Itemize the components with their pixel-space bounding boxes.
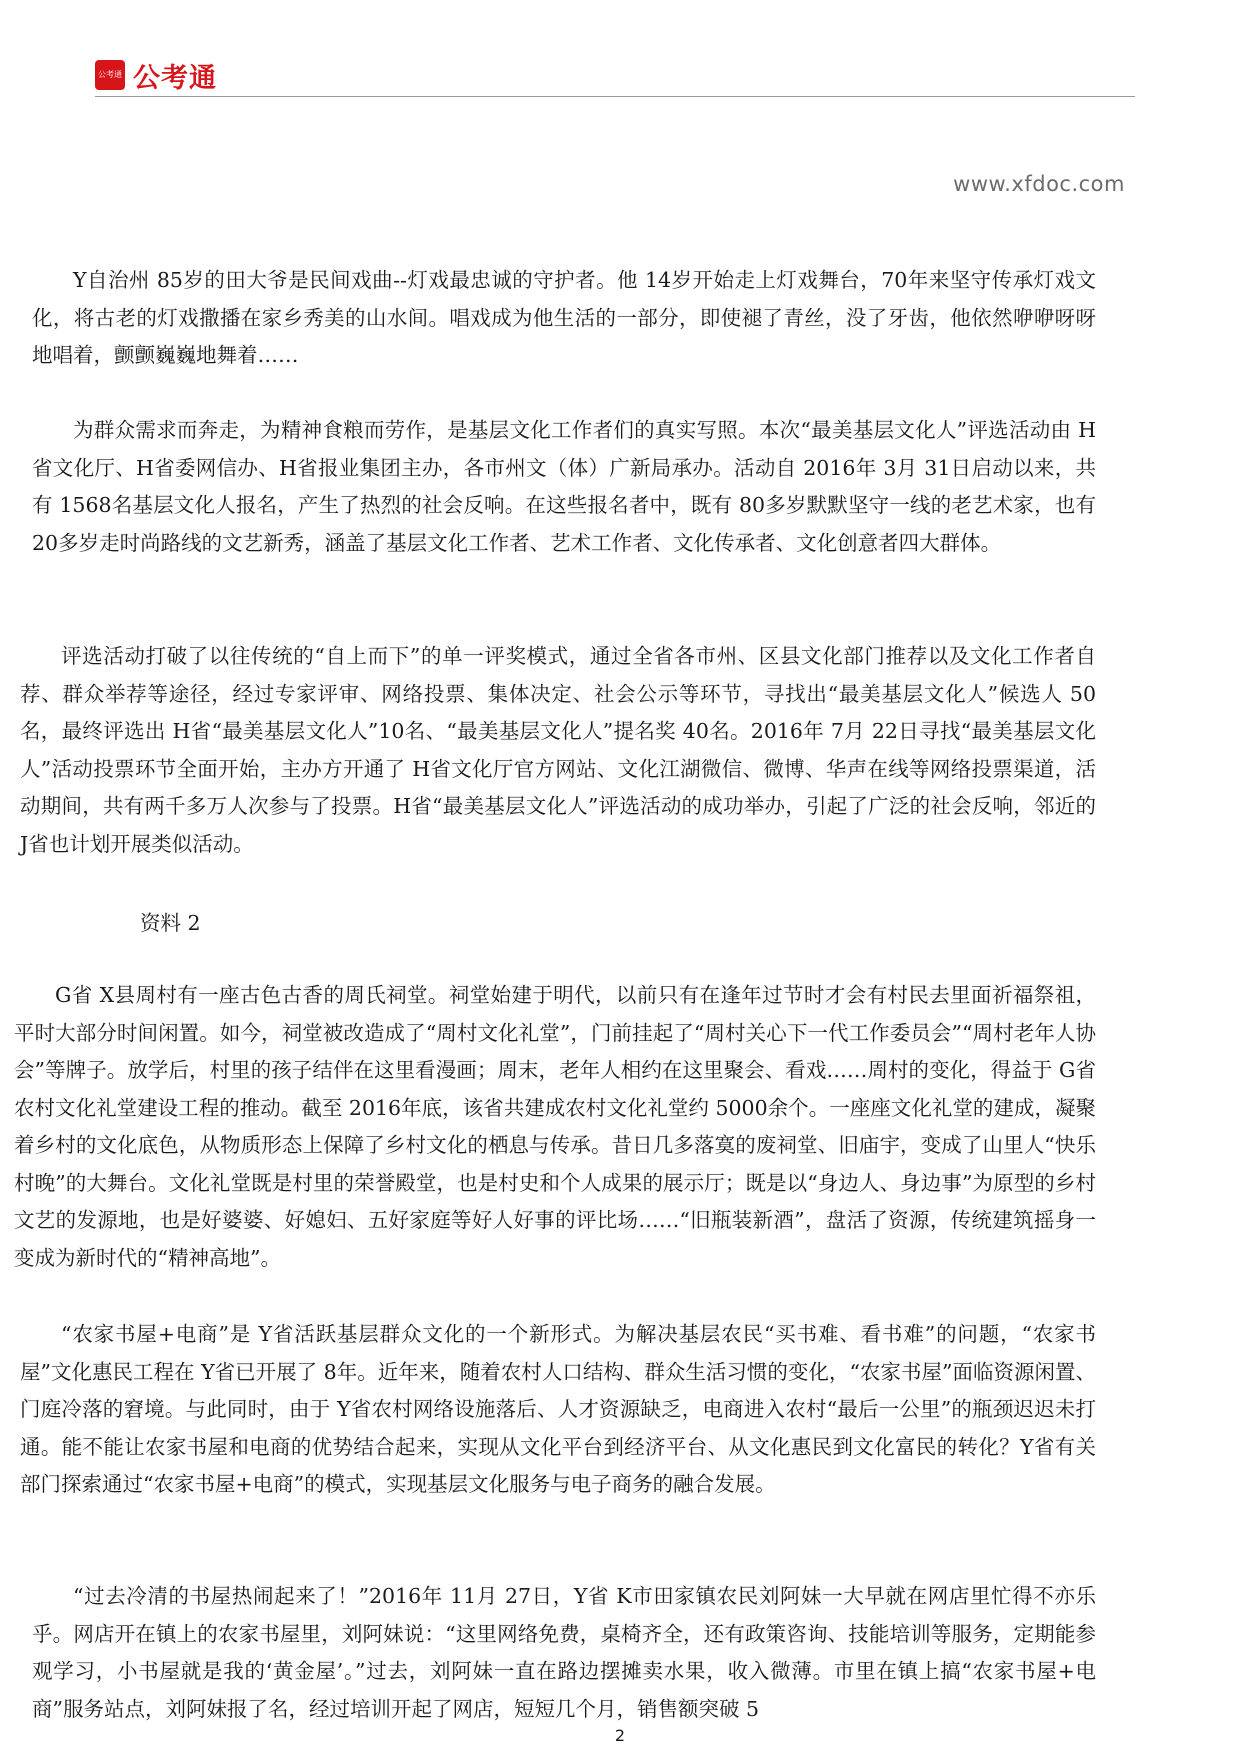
section-heading: 资料 2 [140, 911, 201, 935]
logo-icon: 公考通 [95, 60, 125, 90]
paragraph-5: “农家书屋+电商”是 Y省活跃基层群众文化的一个新形式。为解决基层农民“买书难、看书难”的问题，“农家书屋”文化惠民工程在 Y省已开展了 8年。近年来，随着农村人口结构、群众生活习惯的变化，“农家书屋”面临资源闲置、门庭冷落的窘境。与此同时，由于 Y省农村网络设施落后、人才资源缺乏，电商进入农村“最后一公里”的瓶颈迟迟未打通。能不能让农家书屋和电商的优势结合起来，实现从文化平台到经济平台、从文化惠民到文化富民的转化？Y省有关部门探索通过“农家书屋+电商”的模式，实现基层文化服务与电子商务的融合发展。 [20, 1322, 1096, 1496]
logo-text: 公考通 [133, 63, 217, 94]
page-number: 2 [614, 1726, 626, 1745]
page-header [95, 58, 1135, 98]
paragraph-2: 为群众需求而奔走，为精神食粮而劳作，是基层文化工作者们的真实写照。本次“最美基层文化人”评选活动由 H省文化厅、H省委网信办、H省报业集团主办，各市州文（体）广新局承办。活动自 2016年 3月 31日启动以来，共有 1568名基层文化人报名，产生了热烈的社会反响。在这些报名者中，既有 80多岁默默坚守一线的老艺术家，也有 20多岁走时尚路线的文艺新秀，涵盖了基层文化工作者、艺术工作者、文化传承者、文化创意者四大群体。 [32, 418, 1096, 555]
paragraph-3: 评选活动打破了以往传统的“自上而下”的单一评奖模式，通过全省各市州、区县文化部门推荐以及文化工作者自荐、群众举荐等途径，经过专家评审、网络投票、集体决定、社会公示等环节，寻找出“最美基层文化人”候选人 50名，最终评选出 H省“最美基层文化人”10名、“最美基层文化人”提名奖 40名。2016年 7月 22日寻找“最美基层文化人”活动投票环节全面开始，主办方开通了 H省文化厅官方网站、文化江湖微信、微博、华声在线等网络投票渠道，活动期间，共有两千多万人次参与了投票。H省“最美基层文化人”评选活动的成功举办，引起了广泛的社会反响，邻近的 J省也计划开展类似活动。 [20, 644, 1096, 856]
paragraph-6: “过去冷清的书屋热闹起来了！”2016年 11月 27日，Y省 K市田家镇农民刘阿妹一大早就在网店里忙得不亦乐乎。网店开在镇上的农家书屋里，刘阿妹说：“这里网络免费，桌椅齐全，还有政策咨询、技能培训等服务，定期能参观学习，小书屋就是我的‘黄金屋’。”过去，刘阿妹一直在路边摆摊卖水果，收入微薄。市里在镇上搞“农家书屋+电商”服务站点，刘阿妹报了名，经过培训开起了网店，短短几个月，销售额突破 5 [32, 1584, 1096, 1721]
site-url: www.xfdoc.com [953, 172, 1125, 196]
paragraph-4: G省 X县周村有一座古色古香的周氏祠堂。祠堂始建于明代，以前只有在逢年过节时才会有村民去里面祈福祭祖，平时大部分时间闲置。如今，祠堂被改造成了“周村文化礼堂”，门前挂起了“周村关心下一代工作委员会”“周村老年人协会”等牌子。放学后，村里的孩子结伴在这里看漫画；周末，老年人相约在这里聚会、看戏……周村的变化，得益于 G省农村文化礼堂建设工程的推动。截至 2016年底，该省共建成农村文化礼堂约 5000余个。一座座文化礼堂的建成，凝聚着乡村的文化底色，从物质形态上保障了乡村文化的栖息与传承。昔日几多落寞的废祠堂、旧庙宇，变成了山里人“快乐村晚”的大舞台。文化礼堂既是村里的荣誉殿堂，也是村史和个人成果的展示厅；既是以“身边人、身边事”为原型的乡村文艺的发源地，也是好婆婆、好媳妇、五好家庭等好人好事的评比场……“旧瓶装新酒”，盘活了资源，传统建筑摇身一变成为新时代的“精神高地”。 [14, 983, 1097, 1270]
header-divider [95, 96, 1135, 97]
paragraph-1: Y自治州 85岁的田大爷是民间戏曲--灯戏最忠诚的守护者。他 14岁开始走上灯戏舞台，70年来坚守传承灯戏文化，将古老的灯戏撒播在家乡秀美的山水间。唱戏成为他生活的一部分，即使褪了青丝，没了牙齿，他依然咿咿呀呀地唱着，颤颤巍巍地舞着…… [32, 268, 1096, 367]
